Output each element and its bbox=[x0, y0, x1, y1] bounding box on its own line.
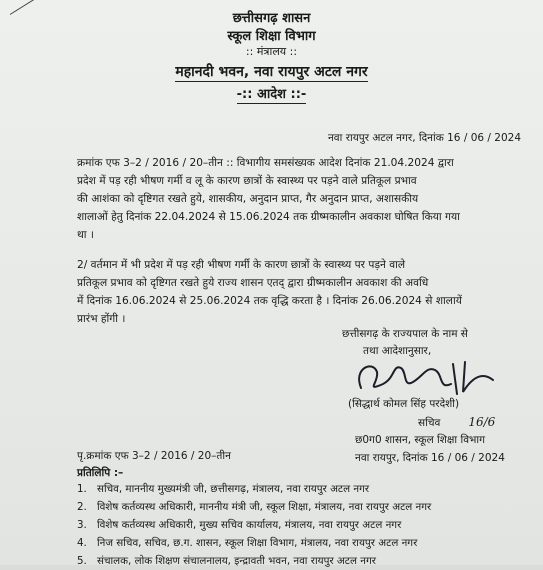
paragraph-1-line: की आशंका को दृष्टिगत रखते हुये, शासकीय, अनुदान प्राप्त, गैर अनुदान प्राप्त, अशासकीय bbox=[77, 193, 419, 205]
order-date: नवा रायपुर अटल नगर, दिनांक 16 / 06 / 2024 bbox=[327, 132, 521, 144]
endorsement-reference: पृ.क्रमांक एफ 3–2 / 2016 / 20–तीन bbox=[77, 450, 231, 462]
paragraph-2-line: प्रतिकूल प्रभाव को दृष्टिगत रखते हुये राज्य शासन एतद् द्वारा ग्रीष्मकालीन अवकाश की अवधि bbox=[77, 277, 429, 289]
order-text: -:: आदेश ::- bbox=[236, 87, 307, 102]
signatory-title-text: सचिव bbox=[418, 417, 441, 429]
signatory-name: (सिद्धार्थ कोमल सिंह परदेशी) bbox=[348, 398, 460, 410]
list-item-number: 1. bbox=[77, 483, 87, 495]
list-item-text: निज सचिव, सचिव, छ.ग. शासन, स्कूल शिक्षा विभाग, मंत्रालय, नवा रायपुर अटल नगर bbox=[97, 537, 418, 549]
list-item bbox=[77, 534, 537, 552]
order-heading bbox=[0, 84, 543, 102]
list-item-number: 3. bbox=[77, 519, 87, 531]
address-text: महानदी भवन, नवा रायपुर अटल नगर bbox=[175, 64, 368, 80]
list-item-text: संचालक, लोक शिक्षण संचालनालय, इन्द्रावती भवन, नवा रायपुर अटल नगर bbox=[97, 555, 376, 567]
signature-place-date: नवा रायपुर, दिनांक 16 / 06 / 2024 bbox=[355, 452, 505, 464]
signature-mark bbox=[343, 358, 511, 398]
ministry-heading: :: मंत्रालय :: bbox=[245, 45, 298, 58]
address-heading bbox=[0, 62, 543, 81]
paragraph-2 bbox=[77, 256, 522, 328]
list-item-text: विशेष कर्तव्यस्थ अधिकारी, माननीय मंत्री जी, स्कूल शिक्षा, मंत्रालय, नवा रायपुर अटल नगर bbox=[97, 501, 432, 513]
signatory-title bbox=[418, 415, 495, 430]
signatory-office: छ0ग0 शासन, स्कूल शिक्षा विभाग bbox=[355, 434, 486, 446]
copy-label: प्रतिलिपि :– bbox=[77, 467, 124, 479]
paragraph-1-line: क्रमांक एफ 3–2 / 2016 / 20–तीन :: विभागीय समसंख्यक आदेश दिनांक 21.04.2024 द्वारा bbox=[77, 157, 454, 169]
list-item bbox=[77, 480, 537, 498]
paragraph-2-line: 2/ वर्तमान में भी प्रदेश में पड़ रही भीषण गर्मी के कारण छात्रों के स्वास्थ्य पर पड़ने वाले bbox=[77, 259, 406, 271]
paragraph-2-line: प्रारंभ होंगी । bbox=[77, 313, 126, 325]
list-item bbox=[77, 498, 537, 516]
paragraph-1-line: प्रदेश में पड़ रही भीषण गर्मी व लू के कारण छात्रों के स्वास्थ्य पर पड़ने वाले प्रतिकूल प्रभाव bbox=[77, 175, 417, 187]
paragraph-2-line: में दिनांक 16.06.2024 से 25.06.2024 तक वृद्धि करता है । दिनांक 26.06.2024 से शालायें bbox=[77, 295, 462, 307]
list-item-number: 5. bbox=[77, 555, 87, 567]
paragraph-1-line: था । bbox=[77, 229, 94, 241]
order-authority-line: तथा आदेशानुसार, bbox=[363, 345, 432, 357]
govt-heading: छत्तीसगढ़ शासन bbox=[232, 11, 311, 26]
list-item bbox=[77, 516, 537, 534]
paragraph-1-line: शालाओं हेतु दिनांक 22.04.2024 से 15.06.2024 तक ग्रीष्मकालीन अवकाश घोषित किया गया bbox=[77, 211, 460, 223]
handwritten-date: 16/6 bbox=[468, 415, 496, 429]
governor-authority-line: छत्तीसगढ़ के राज्यपाल के नाम से bbox=[342, 328, 468, 340]
list-item-text: सचिव, माननीय मुख्यमंत्री जी, छत्तीसगढ़, मंत्रालय, नवा रायपुर अटल नगर bbox=[97, 483, 370, 495]
list-item-number: 4. bbox=[77, 537, 87, 549]
list-item-number: 2. bbox=[77, 501, 87, 513]
list-item-text: विशेष कर्तव्यस्थ अधिकारी, मुख्य सचिव कार्यालय, मंत्रालय, नवा रायपुर अटल नगर bbox=[97, 519, 402, 531]
paragraph-1 bbox=[77, 154, 522, 244]
list-item bbox=[77, 552, 537, 570]
copy-list bbox=[77, 480, 537, 570]
department-heading: स्कूल शिक्षा विभाग bbox=[227, 29, 316, 44]
